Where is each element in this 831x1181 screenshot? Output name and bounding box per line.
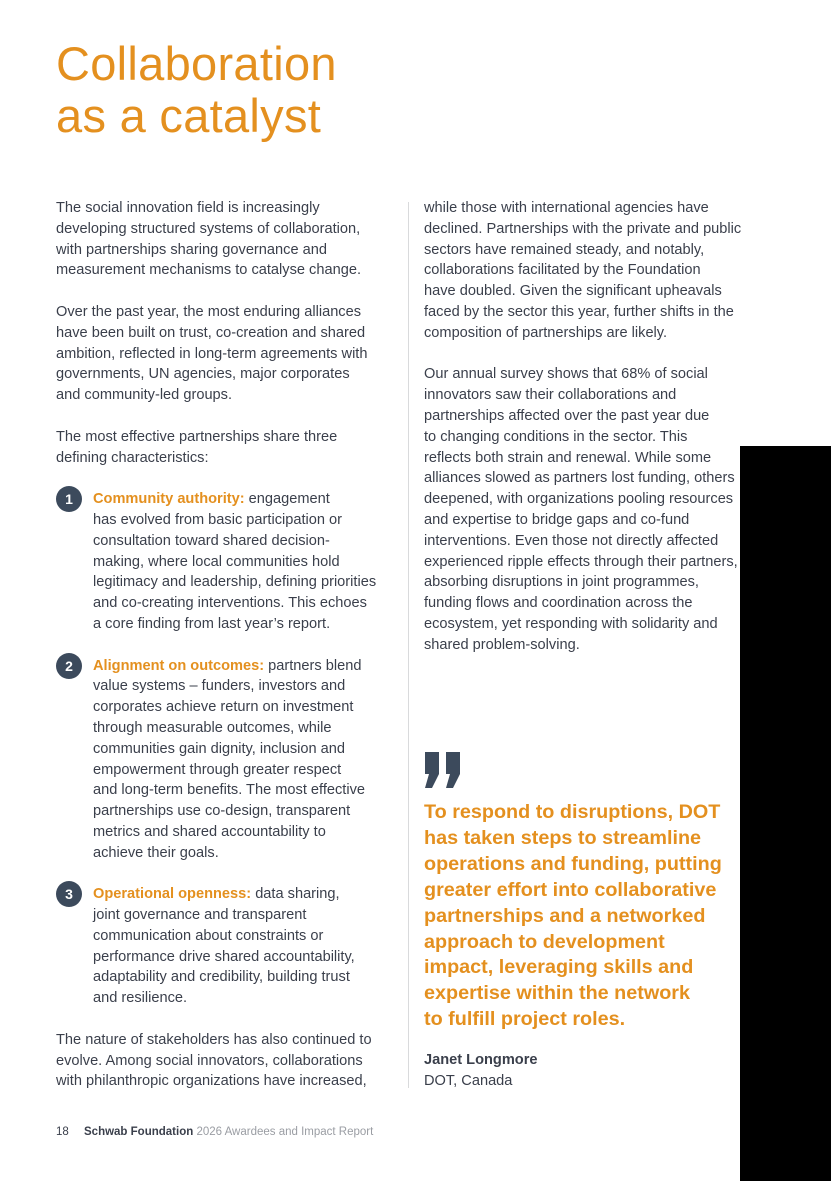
text-line: evolve. Among social innovators, collaborations <box>56 1052 363 1069</box>
numbered-item-2 <box>56 656 396 864</box>
text-line: shared problem-solving. <box>424 636 580 653</box>
quote-line: approach to development <box>424 930 665 953</box>
text-line: partners blend <box>264 657 362 674</box>
text-line: have been built on trust, co-creation and shared <box>56 324 366 341</box>
text-line: value systems – funders, investors and <box>93 678 346 695</box>
text-line: while those with international agencies have <box>424 200 709 216</box>
text-line: composition of partnerships are likely. <box>424 324 668 341</box>
text-line: The nature of stakeholders has also continued to <box>56 1031 372 1048</box>
quote-line: expertise within the network <box>424 982 691 1005</box>
text-line: engagement <box>244 491 330 508</box>
text-line: The social innovation field is increasingly <box>56 200 320 216</box>
text-line: empowerment through greater respect <box>93 761 342 778</box>
text-line: a core finding from last year’s report. <box>93 615 331 632</box>
footer-report-title: 2026 Awardees and Impact Report <box>196 1126 374 1138</box>
quote-line: has taken steps to streamline <box>424 826 702 849</box>
page-title <box>56 38 337 142</box>
footer-brand: Schwab Foundation <box>84 1126 194 1138</box>
text-line: through measurable outcomes, while <box>93 719 332 736</box>
pull-quote <box>424 800 744 1033</box>
column-divider <box>408 202 409 1088</box>
text-line: interventions. Even those not directly affected <box>424 532 719 549</box>
black-overlay-block <box>740 446 831 1181</box>
text-line: joint governance and transparent <box>93 907 307 924</box>
text-line: ambition, reflected in long-term agreements with <box>56 345 368 362</box>
text-line: innovators saw their collaborations and <box>424 387 677 404</box>
text-line: and expertise to bridge gaps and co-fund <box>424 511 690 528</box>
quote-mark-icon <box>422 752 464 793</box>
text-line: legitimacy and leadership, defining priorities <box>93 574 377 591</box>
quote-author: Janet Longmore <box>424 1052 538 1068</box>
text-line: Over the past year, the most enduring alliances <box>56 303 362 320</box>
text-line: with partnerships sharing governance and <box>56 241 327 258</box>
body-paragraph <box>424 364 744 655</box>
text-line: Our annual survey shows that 68% of social <box>424 366 708 383</box>
text-line: adaptability and credibility, building trust <box>93 969 350 986</box>
quote-line: To respond to disruptions, DOT <box>424 801 721 823</box>
text-line: ecosystem, yet responding with solidarity and <box>424 615 718 632</box>
page-footer <box>56 1126 373 1138</box>
body-paragraph <box>56 427 396 469</box>
text-line: sectors have remained steady, and notably, <box>424 241 705 258</box>
text-line: and long-term benefits. The most effective <box>93 782 366 799</box>
text-line: declined. Partnerships with the private and public <box>424 220 742 237</box>
item-heading: Operational openness: <box>93 886 252 903</box>
quote-line: partnerships and a networked <box>424 904 706 927</box>
body-paragraph <box>56 1030 396 1092</box>
text-line: has evolved from basic participation or <box>93 511 343 528</box>
body-paragraph <box>56 302 396 406</box>
number-badge: 3 <box>56 881 82 907</box>
text-line: partnerships use co-design, transparent <box>93 803 351 820</box>
item-heading: Alignment on outcomes: <box>93 657 265 674</box>
text-line: performance drive shared accountability, <box>93 948 355 965</box>
text-line: alliances slowed as partners lost funding, others <box>424 470 735 487</box>
text-line: with philanthropic organizations have increased, <box>56 1073 367 1090</box>
text-line: to changing conditions in the sector. This <box>424 428 688 445</box>
numbered-item-1 <box>56 489 396 635</box>
right-column <box>424 198 744 676</box>
quote-line: to fulfill project roles. <box>424 1008 626 1031</box>
text-line: governments, UN agencies, major corporates <box>56 366 350 383</box>
text-line: The most effective partnerships share three <box>56 428 338 445</box>
text-line: experienced ripple effects through their partners, <box>424 553 738 570</box>
text-line: consultation toward shared decision- <box>93 532 330 549</box>
text-line: making, where local communities hold <box>93 553 340 570</box>
quote-line: impact, leveraging skills and <box>424 956 694 979</box>
text-line: deepened, with organizations pooling resources <box>424 491 734 508</box>
text-line: partnerships affected over the past year due <box>424 407 710 424</box>
quote-line: greater effort into collaborative <box>424 878 717 901</box>
text-line: and resilience. <box>93 990 188 1007</box>
intro-paragraph <box>56 198 396 281</box>
page-number: 18 <box>56 1126 69 1138</box>
text-line: corporates achieve return on investment <box>93 699 354 716</box>
text-line: metrics and shared accountability to <box>93 823 326 840</box>
item-heading: Community authority: <box>93 491 245 508</box>
quote-organization: DOT, Canada <box>424 1073 513 1089</box>
text-line: collaborations facilitated by the Foundation <box>424 262 701 279</box>
text-line: and community-led groups. <box>56 387 233 404</box>
text-line: have doubled. Given the significant upheavals <box>424 283 722 300</box>
text-line: and co-creating interventions. This echoes <box>93 595 367 612</box>
text-line: defining characteristics: <box>56 449 209 466</box>
number-badge: 2 <box>56 653 82 679</box>
text-line: measurement mechanisms to catalyse change. <box>56 262 361 279</box>
text-line: faced by the sector this year, further shifts in the <box>424 303 734 320</box>
text-line: communities gain dignity, inclusion and <box>93 740 346 757</box>
number-badge: 1 <box>56 486 82 512</box>
numbered-item-3 <box>56 884 396 1009</box>
text-line: reflects both strain and renewal. While some <box>424 449 712 466</box>
left-column <box>56 198 396 1113</box>
body-paragraph <box>424 198 744 344</box>
text-line: funding flows and coordination across the <box>424 595 693 612</box>
text-line: absorbing disruptions in joint programmes, <box>424 574 699 591</box>
text-line: data sharing, <box>251 886 340 903</box>
text-line: developing structured systems of collaboration, <box>56 220 361 237</box>
quote-line: operations and funding, putting <box>424 852 722 875</box>
title-line: Collaboration <box>56 37 337 90</box>
title-line: as a catalyst <box>56 89 322 142</box>
text-line: achieve their goals. <box>93 844 219 861</box>
text-line: communication about constraints or <box>93 927 324 944</box>
